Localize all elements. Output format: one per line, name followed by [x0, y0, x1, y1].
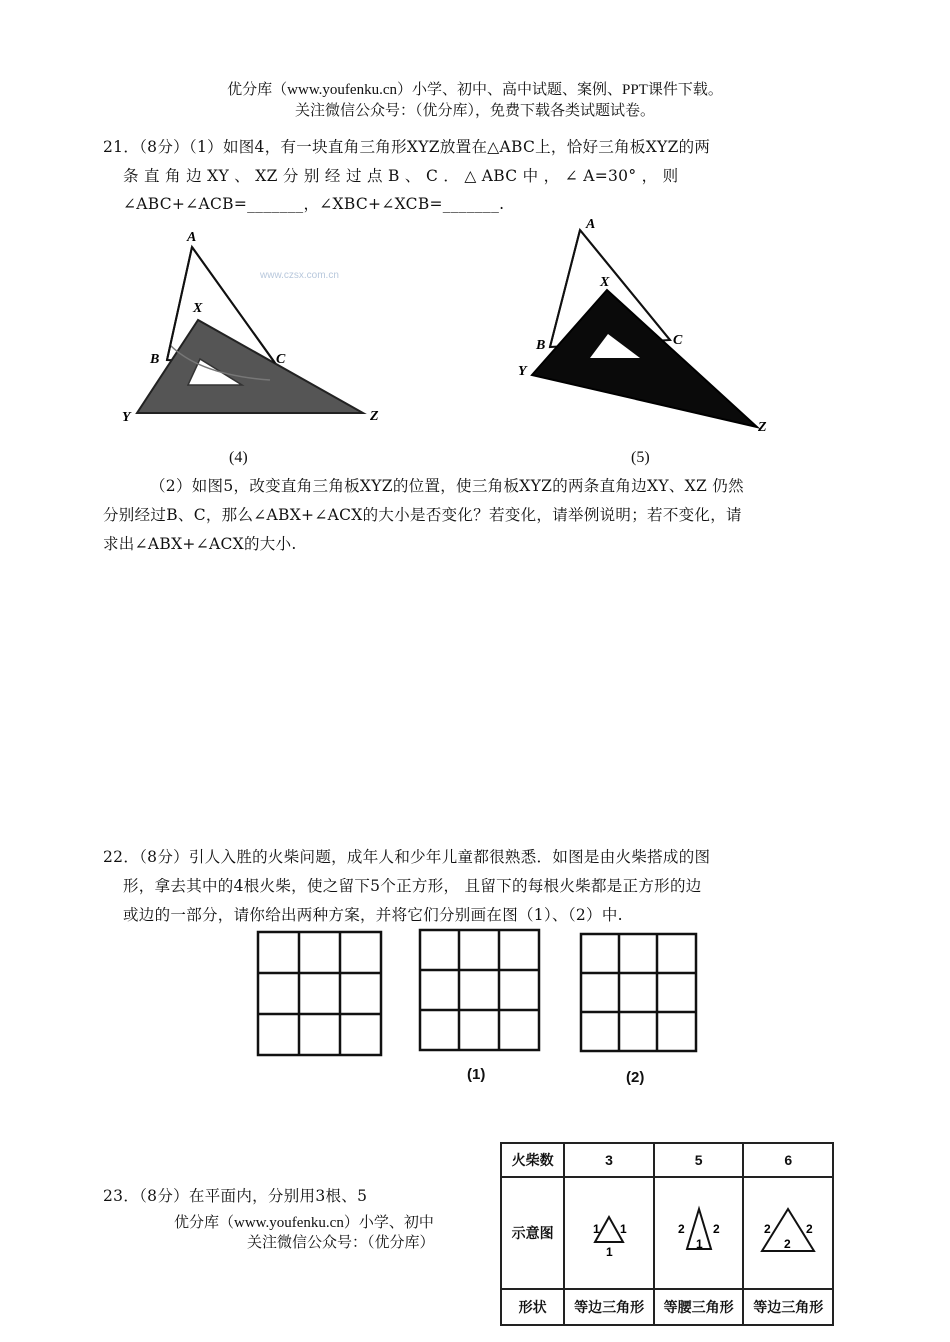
q21-line-2: 条 直 角 边 XY 、 XZ 分 别 经 过 点 B 、 C ． △ ABC 中 ， ∠ A=30° ， 则 [123, 167, 679, 185]
count-cell: 5 [654, 1143, 744, 1177]
footer-line-1: 优分库（www.youfenku.cn）小学、初中 [174, 1215, 434, 1231]
diagram-cell [564, 1177, 654, 1289]
point-z: Z [370, 409, 379, 424]
figure-4-label: (4) [229, 449, 248, 466]
side-label: 1 [606, 1244, 613, 1259]
side-label: 2 [677, 1221, 685, 1236]
triangle-diagram [748, 1187, 828, 1277]
header-line-1: 优分库（www.youfenku.cn）小学、初中、高中试题、案例、PPT课件下载。 [227, 82, 723, 98]
point-c: C [276, 352, 286, 367]
q21-part2-line-1: （2）如图5，改变直角三角板XYZ的位置，使三角板XYZ的两条直角边XY、XZ 仍然 [150, 477, 744, 495]
diagram-cell [743, 1177, 833, 1289]
q21-part2-line-2: 分别经过B、C，那么∠ABX+∠ACX的大小是否变化？若变化，请举例说明；若不变化，请 [103, 506, 742, 524]
set-square-xyz [532, 290, 757, 427]
side-label: 2 [806, 1221, 813, 1236]
q21-part2-line-3: 求出∠ABX+∠ACX的大小. [103, 535, 297, 553]
watermark: www.czsx.com.cn [260, 270, 339, 281]
figure-5-label: (5) [631, 449, 650, 466]
side-label: 1 [620, 1221, 627, 1236]
triangle-diagram [659, 1187, 739, 1277]
q21-line-3: ∠ABC+∠ACB=_______，∠XBC+∠XCB=_______. [123, 195, 505, 213]
matchstick-grid-2 [579, 932, 699, 1054]
point-b: B [536, 338, 546, 353]
side-label: 1 [695, 1236, 703, 1251]
side-label: 2 [764, 1221, 771, 1236]
figure-5 [510, 212, 780, 440]
point-x: X [600, 275, 610, 290]
q22-line-1: 22．（8分）引人入胜的火柴问题，成年人和少年儿童都很熟悉．如图是由火柴搭成的图 [103, 848, 711, 866]
footer-line-2: 关注微信公众号：（优分库） [247, 1235, 435, 1251]
matchstick-triangle-table [500, 1142, 834, 1326]
q22-line-3: 或边的一部分，请你给出两种方案，并将它们分别画在图（1）、（2）中. [123, 906, 623, 924]
side-label: 1 [593, 1221, 600, 1236]
grid-2-label: (2) [626, 1069, 645, 1086]
shape-cell: 等边三角形 [564, 1289, 654, 1325]
q23-line-1: 23．（8分）在平面内，分别用3根、5 [103, 1187, 368, 1205]
header-match-count: 火柴数 [501, 1143, 564, 1177]
point-b: B [150, 352, 160, 367]
header-line-2: 关注微信公众号：（优分库），免费下载各类试题试卷。 [294, 103, 655, 119]
point-c: C [673, 333, 683, 348]
point-y: Y [122, 410, 131, 425]
figure-4 [110, 225, 400, 435]
matchstick-grid-original [256, 930, 384, 1058]
header-shape: 形状 [501, 1289, 564, 1325]
header-diagram: 示意图 [501, 1177, 564, 1289]
count-cell: 3 [564, 1143, 654, 1177]
point-a: A [586, 217, 596, 232]
q21-line-1: 21．（8分）（1）如图4，有一块直角三角形XYZ放置在△ABC上，恰好三角板XYZ的两 [103, 138, 711, 156]
set-square-xyz [137, 320, 363, 413]
triangle-diagram [569, 1187, 649, 1277]
side-label: 2 [712, 1221, 720, 1236]
matchstick-grid-1 [418, 928, 542, 1053]
diagram-cell [654, 1177, 744, 1289]
side-label: 2 [784, 1236, 791, 1251]
point-y: Y [518, 364, 527, 379]
point-z: Z [758, 420, 767, 435]
point-x: X [193, 301, 203, 316]
q22-line-2: 形，拿去其中的4根火柴，使之留下5个正方形， 且留下的每根火柴都是正方形的边 [123, 877, 702, 895]
shape-cell: 等边三角形 [743, 1289, 833, 1325]
shape-cell: 等腰三角形 [654, 1289, 744, 1325]
count-cell: 6 [743, 1143, 833, 1177]
point-a: A [187, 230, 197, 245]
grid-1-label: (1) [467, 1066, 486, 1083]
